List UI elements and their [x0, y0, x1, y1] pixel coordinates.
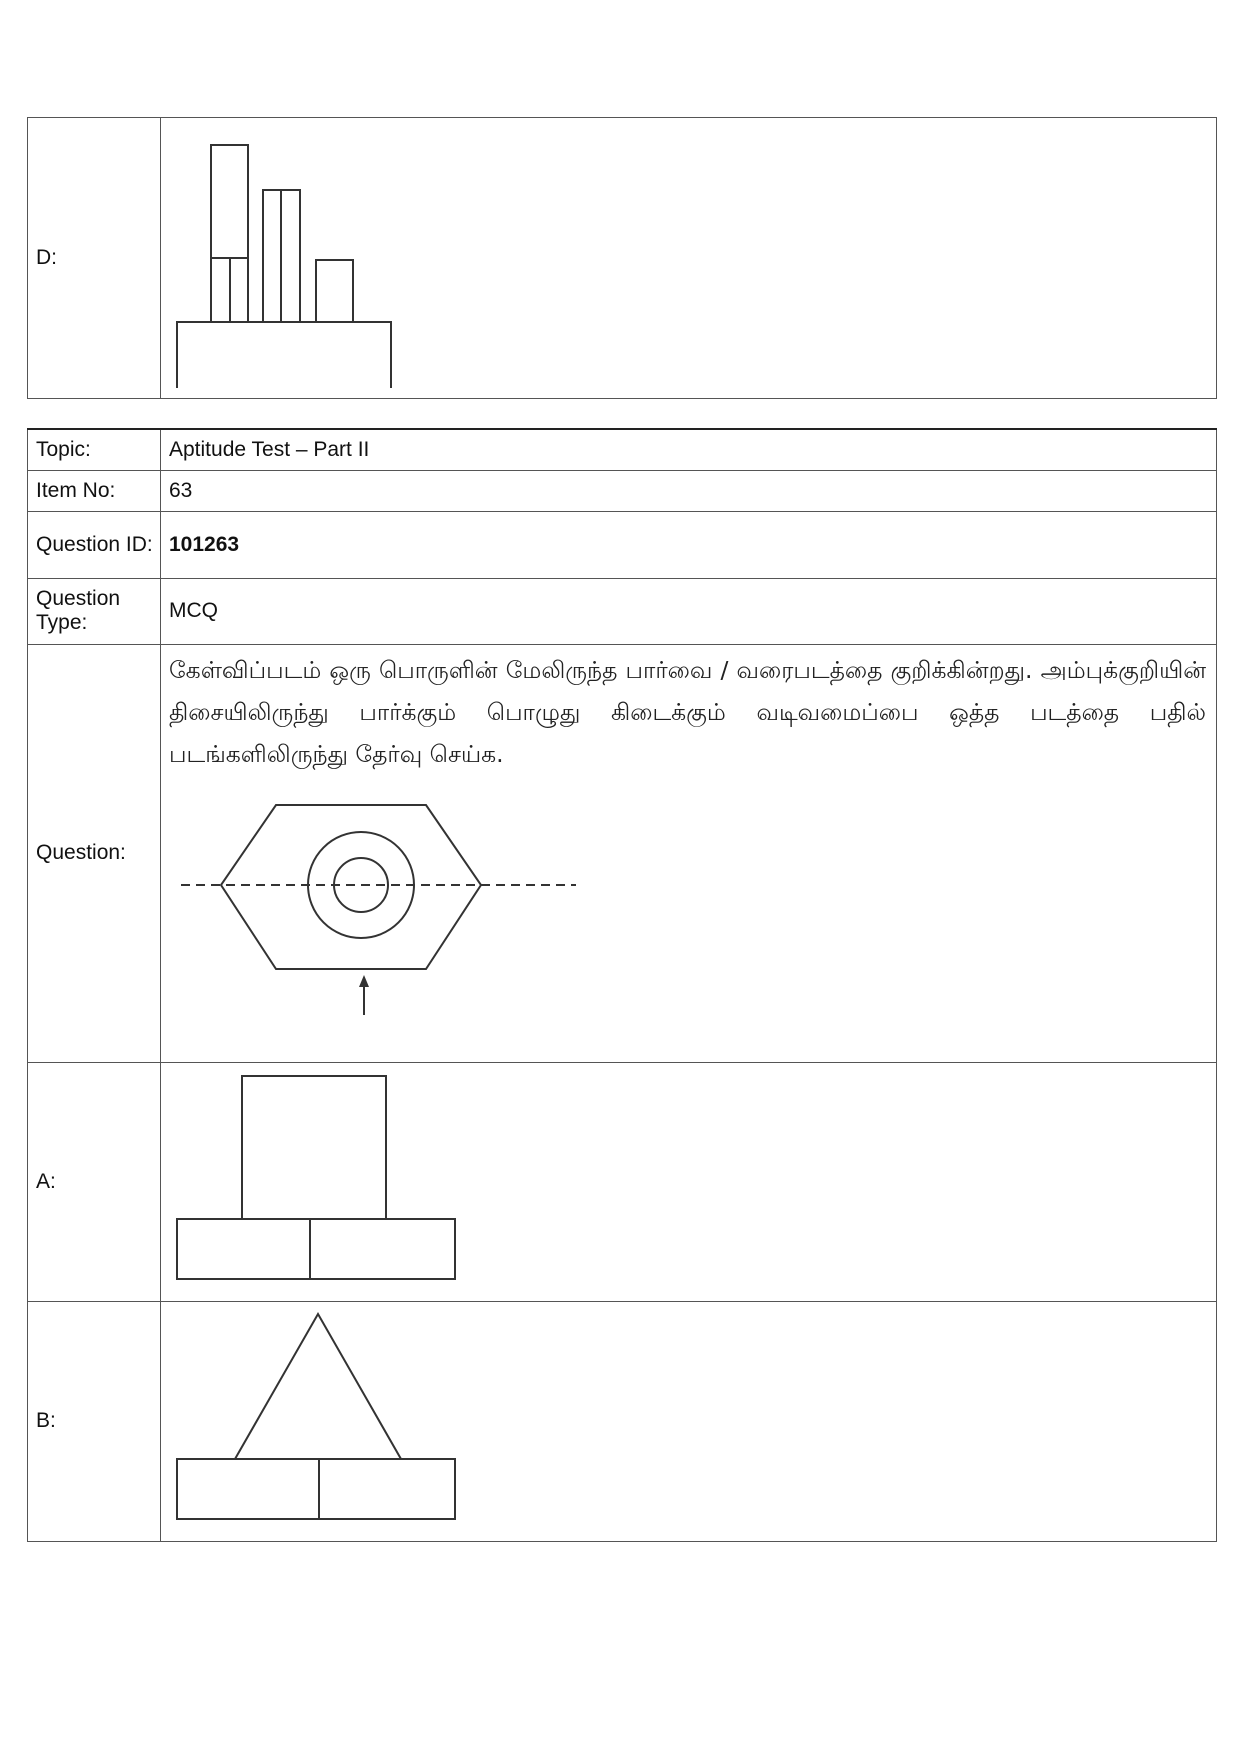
question-label: Question:	[28, 644, 161, 1062]
question-text: கேள்விப்படம் ஒரு பொருளின் மேலிருந்த பார்வை / வரைபடத்தை குறிக்கின்றது. அம்புக்குறியின் திசையிலிருந்து பார்க்கும் பொழுது கிடைக்கும் வடிவமைப்பை ஒத்த படத்தை பதில் படங்களிலிருந்து தேர்வு செய்க.	[169, 655, 1206, 768]
question-type-value: MCQ	[161, 578, 1217, 644]
option-a-label: A:	[28, 1062, 161, 1301]
option-d-table	[27, 117, 1217, 399]
question-id-value: 101263	[161, 511, 1217, 578]
option-b-figure-cell	[161, 1301, 1217, 1541]
question-type-label: Question Type:	[28, 578, 161, 644]
option-a-figure-cell	[161, 1062, 1217, 1301]
square-on-base-figure-icon	[176, 1072, 476, 1292]
option-d-figure-cell	[161, 118, 1217, 399]
question-cell	[161, 644, 1217, 1062]
topic-value: Aptitude Test – Part II	[161, 429, 1217, 470]
question-id-label: Question ID:	[28, 511, 161, 578]
triangle-on-base-figure-icon	[176, 1310, 476, 1532]
option-d-label: D:	[28, 118, 161, 399]
question-details-table	[27, 428, 1217, 1542]
topic-label: Topic:	[28, 429, 161, 470]
item-no-value: 63	[161, 470, 1217, 511]
item-no-label: Item No:	[28, 470, 161, 511]
option-b-label: B:	[28, 1301, 161, 1541]
hexagon-nut-top-view-icon	[181, 803, 581, 1053]
bar-blocks-figure-icon	[175, 128, 435, 388]
